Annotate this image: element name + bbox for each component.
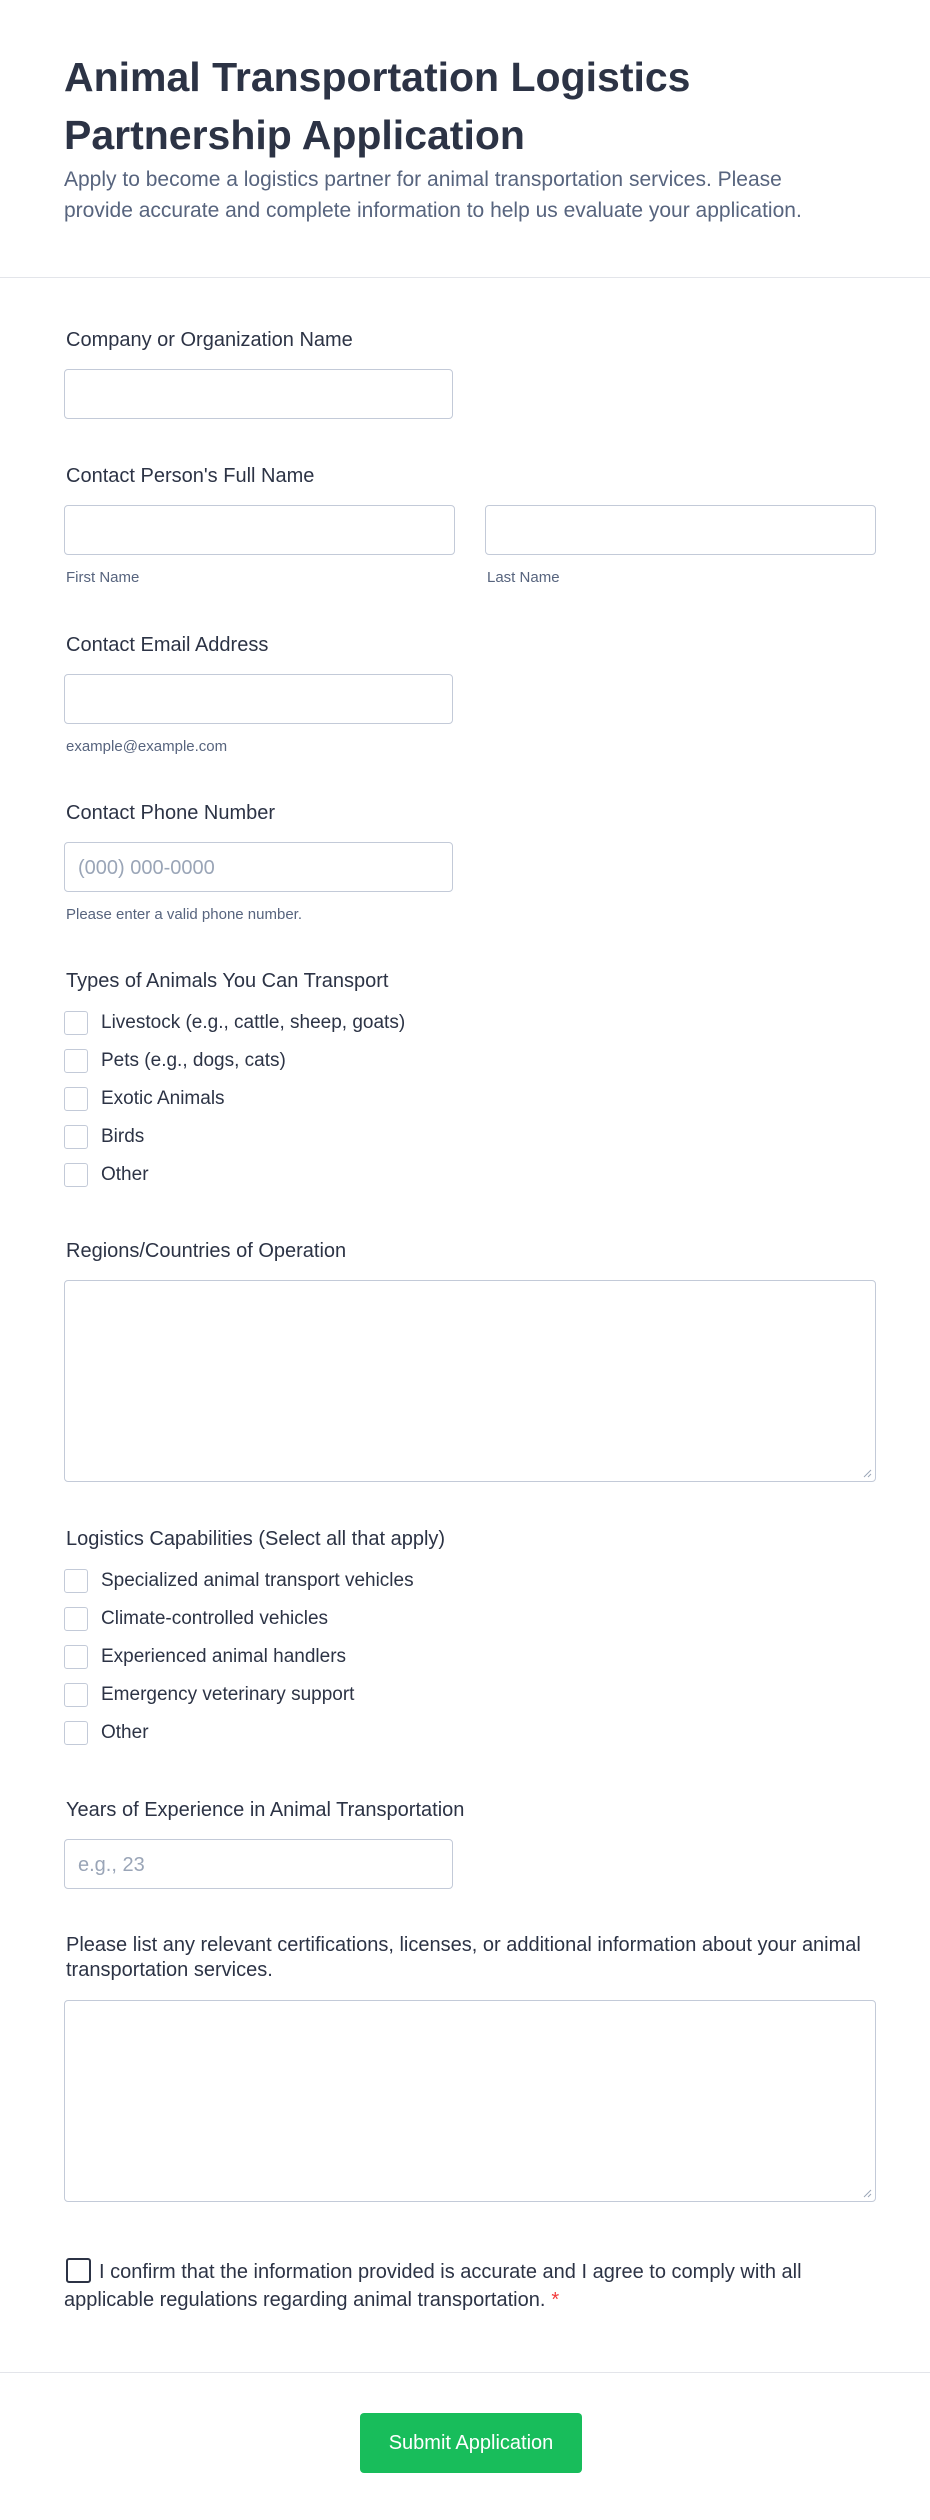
- form-subtitle: Apply to become a logistics partner for animal transportation services. Please provide accurate and complete information to help us evaluate your application.: [64, 168, 802, 222]
- capabilities-label: Logistics Capabilities (Select all that apply): [66, 1528, 446, 1550]
- phone-sublabel: Please enter a valid phone number.: [66, 906, 302, 923]
- checkbox[interactable]: [64, 1607, 88, 1631]
- checkbox[interactable]: [64, 1049, 88, 1073]
- checkbox[interactable]: [64, 1569, 88, 1593]
- phone-placeholder: (000) 000-0000: [78, 857, 215, 879]
- option-label: Pets (e.g., dogs, cats): [101, 1050, 286, 1071]
- animals-label: Types of Animals You Can Transport: [66, 970, 389, 992]
- company-label: Company or Organization Name: [66, 329, 353, 351]
- regions-textarea[interactable]: [64, 1280, 876, 1482]
- checkbox[interactable]: [64, 1721, 88, 1745]
- checkbox[interactable]: [64, 1683, 88, 1707]
- experience-label: Years of Experience in Animal Transportation: [66, 1799, 465, 1821]
- resize-grip-icon[interactable]: [862, 1468, 872, 1478]
- checkbox[interactable]: [64, 1011, 88, 1035]
- option-label: Emergency veterinary support: [101, 1684, 355, 1705]
- checkbox[interactable]: [64, 1125, 88, 1149]
- form-title: Animal Transportation Logistics Partnership Application: [64, 54, 691, 158]
- confirm-checkbox[interactable]: [66, 2258, 91, 2283]
- option-label: Specialized animal transport vehicles: [101, 1570, 414, 1591]
- first-name-input[interactable]: [64, 505, 455, 555]
- form-header: [0, 0, 930, 278]
- first-name-sublabel: First Name: [66, 569, 140, 586]
- last-name-input[interactable]: [485, 505, 876, 555]
- phone-label: Contact Phone Number: [66, 802, 276, 824]
- option-label: Birds: [101, 1126, 145, 1147]
- confirm-text: I confirm that the information provided is accurate and I agree to comply with all applicable regulations regarding animal transportation.: [64, 2261, 802, 2311]
- checkbox[interactable]: [64, 1087, 88, 1111]
- experience-input[interactable]: [64, 1839, 453, 1889]
- resize-grip-icon[interactable]: [862, 2188, 872, 2198]
- submit-button[interactable]: Submit Application: [360, 2413, 582, 2473]
- email-input[interactable]: [64, 674, 453, 724]
- option-label: Experienced animal handlers: [101, 1646, 347, 1667]
- checkbox[interactable]: [64, 1163, 88, 1187]
- company-input[interactable]: [64, 369, 453, 419]
- last-name-sublabel: Last Name: [487, 569, 560, 586]
- contact-name-label: Contact Person's Full Name: [66, 465, 315, 487]
- option-label: Climate-controlled vehicles: [101, 1608, 329, 1629]
- experience-placeholder: e.g., 23: [78, 1854, 145, 1876]
- certifications-label: Please list any relevant certifications, licenses, or additional information about your animal transportation services.: [66, 1934, 861, 1981]
- form-footer: [0, 2372, 930, 2520]
- certifications-textarea[interactable]: [64, 2000, 876, 2202]
- option-label: Other: [101, 1722, 149, 1743]
- option-label: Exotic Animals: [101, 1088, 225, 1109]
- email-label: Contact Email Address: [66, 634, 269, 656]
- option-label: Livestock (e.g., cattle, sheep, goats): [101, 1012, 406, 1033]
- option-label: Other: [101, 1164, 149, 1185]
- email-sublabel: example@example.com: [66, 738, 228, 755]
- confirm-agreement[interactable]: [64, 2258, 824, 2314]
- regions-label: Regions/Countries of Operation: [66, 1240, 347, 1262]
- checkbox[interactable]: [64, 1645, 88, 1669]
- required-mark: *: [551, 2289, 560, 2311]
- phone-input[interactable]: [64, 842, 453, 892]
